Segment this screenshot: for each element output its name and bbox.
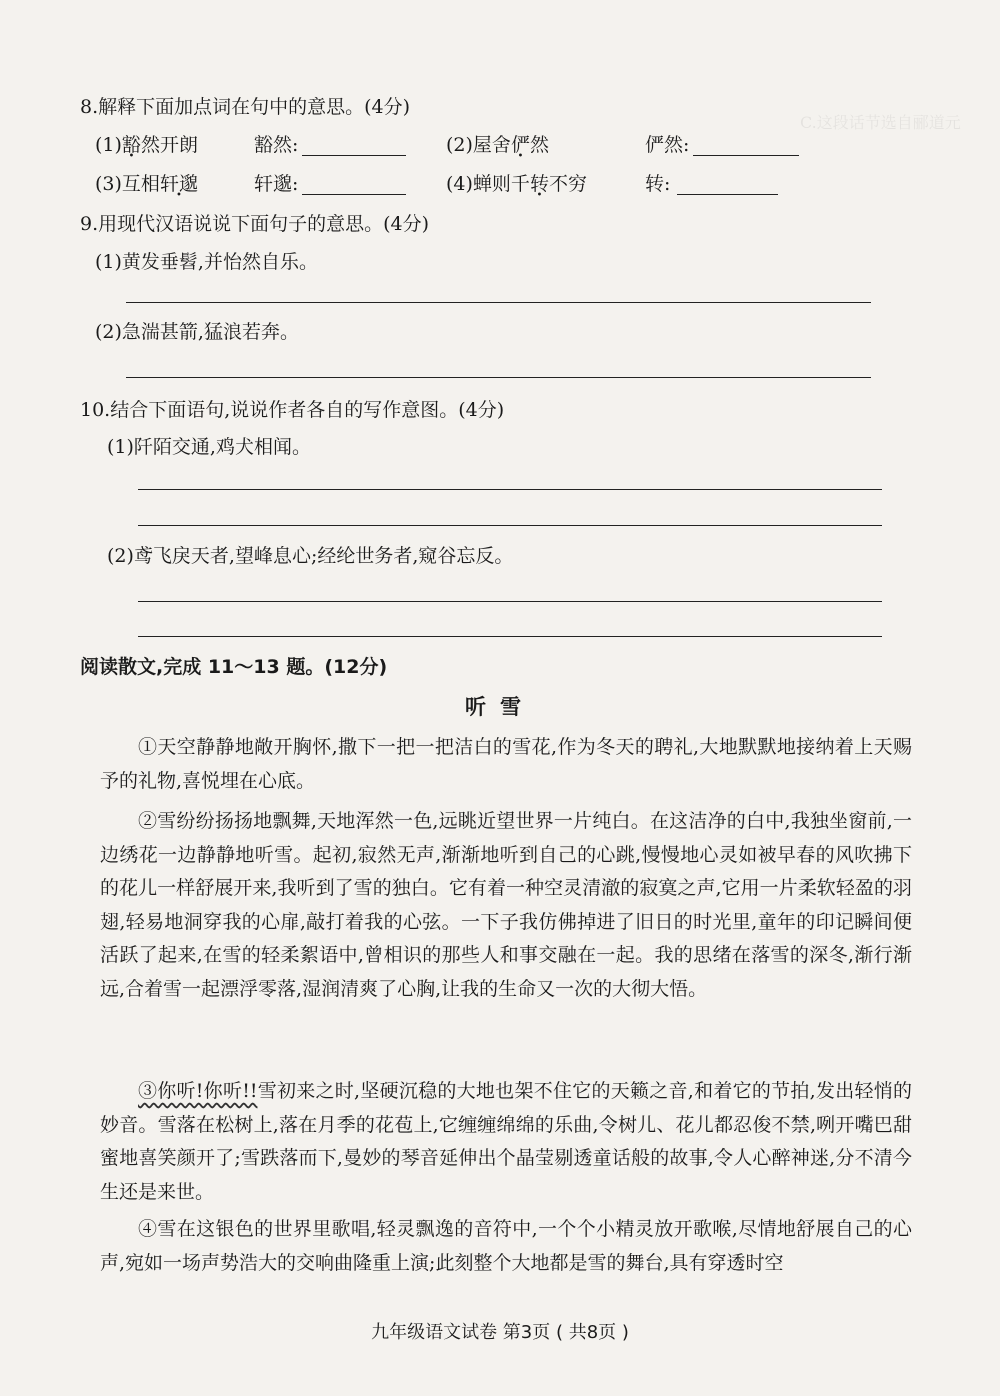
q8-answer-blank-3[interactable] xyxy=(302,194,406,195)
q8-answer-blank-1[interactable] xyxy=(302,155,406,156)
q8-answer-blank-4[interactable] xyxy=(677,194,778,195)
q10-answer-line-3[interactable] xyxy=(138,601,882,602)
q9-sentence-1: (1)黄发垂髫,并怡然自乐。 xyxy=(95,251,318,273)
q8-stem: 8.解释下面加点词在句中的意思。(4分) xyxy=(80,96,411,118)
q8-item-2: (2)屋舍俨然 xyxy=(446,134,549,156)
paragraph-4: ④雪在这银色的世界里歌唱,轻灵飘逸的音符中,一个个小精灵放开歌喉,尽情地舒展自己的心声,宛如一场声势浩大的交响曲隆重上演;此刻整个大地都是雪的舞台,具有穿透时空 xyxy=(100,1218,912,1274)
q9-stem: 9.用现代汉语说说下面句子的意思。(4分) xyxy=(80,213,430,235)
q8-word-2: 俨然: xyxy=(645,134,690,156)
q8-word-1: 豁然: xyxy=(254,134,299,156)
q8-item-4: (4)蝉则千转不穷 xyxy=(446,173,587,195)
article-title: 听雪 xyxy=(465,695,535,719)
q8-answer-blank-2[interactable] xyxy=(693,155,799,156)
q8-word-3: 轩邈: xyxy=(254,173,299,195)
q10-sentence-2: (2)鸢飞戾天者,望峰息心;经纶世务者,窥谷忘反。 xyxy=(107,545,514,567)
q9-answer-line-2[interactable] xyxy=(126,377,871,378)
q10-answer-line-2[interactable] xyxy=(138,525,882,526)
page-footer: 九年级语文试卷 第3页 ( 共8页 ) xyxy=(371,1322,629,1343)
paragraph-1: ①天空静静地敞开胸怀,撒下一把一把洁白的雪花,作为冬天的聘礼,大地默默地接纳着上天赐予的礼物,喜悦埋在心底。 xyxy=(100,736,912,792)
q8-item-1: (1)豁然开朗 xyxy=(95,134,198,156)
reading-intro: 阅读散文,完成 11～13 题。(12分) xyxy=(80,656,388,678)
q10-sentence-1: (1)阡陌交通,鸡犬相闻。 xyxy=(107,436,311,458)
q9-sentence-2: (2)急湍甚箭,猛浪若奔。 xyxy=(95,321,299,343)
bleed-through-text: C.这段话节选自郦道元 xyxy=(800,113,961,132)
q10-answer-line-1[interactable] xyxy=(138,489,882,490)
q10-answer-line-4[interactable] xyxy=(138,636,882,637)
paragraph-2: ②雪纷纷扬扬地飘舞,天地浑然一色,远眺近望世界一片纯白。在这洁净的白中,我独坐窗前,一边绣花一边静静地听雪。起初,寂然无声,渐渐地听到自己的心跳,慢慢地心灵如被早春的风吹拂下的花儿一样舒展开来,我听到了雪的独白。它有着一种空灵清澈的寂寞之声,它用一片柔软轻盈的羽翅,轻易地洞穿我的心扉,敲打着我的心弦。一下子我仿佛掉进了旧日的时光里,童年的印记瞬间便活跃了起来,在雪的轻柔絮语中,曾相识的那些人和事交融在一起。我的思绪在落雪的深冬,渐行渐远,合着雪一起漂浮零落,湿润清爽了心胸,让我的生命又一次的大彻大悟。 xyxy=(100,810,912,1000)
q8-word-4: 转: xyxy=(645,173,671,195)
q8-item-3: (3)互相轩邈 xyxy=(95,173,198,195)
q10-stem: 10.结合下面语句,说说作者各自的写作意图。(4分) xyxy=(80,399,505,421)
wavy-underlined-phrase: ③你听!你听!! xyxy=(138,1080,258,1102)
q9-answer-line-1[interactable] xyxy=(126,302,871,303)
paragraph-3: ③你听!你听!!雪初来之时,坚硬沉稳的大地也架不住它的天籁之音,和着它的节拍,发出轻悄的妙音。雪落在松树上,落在月季的花苞上,它缠缠绵绵的乐曲,令树儿、花儿都忍俊不禁,咧开嘴巴甜蜜地喜笑颜开了;雪跌落而下,曼妙的琴音延伸出个晶莹剔透童话般的故事,令人心醉神迷,分不清今生还是来世。 xyxy=(100,1080,913,1203)
